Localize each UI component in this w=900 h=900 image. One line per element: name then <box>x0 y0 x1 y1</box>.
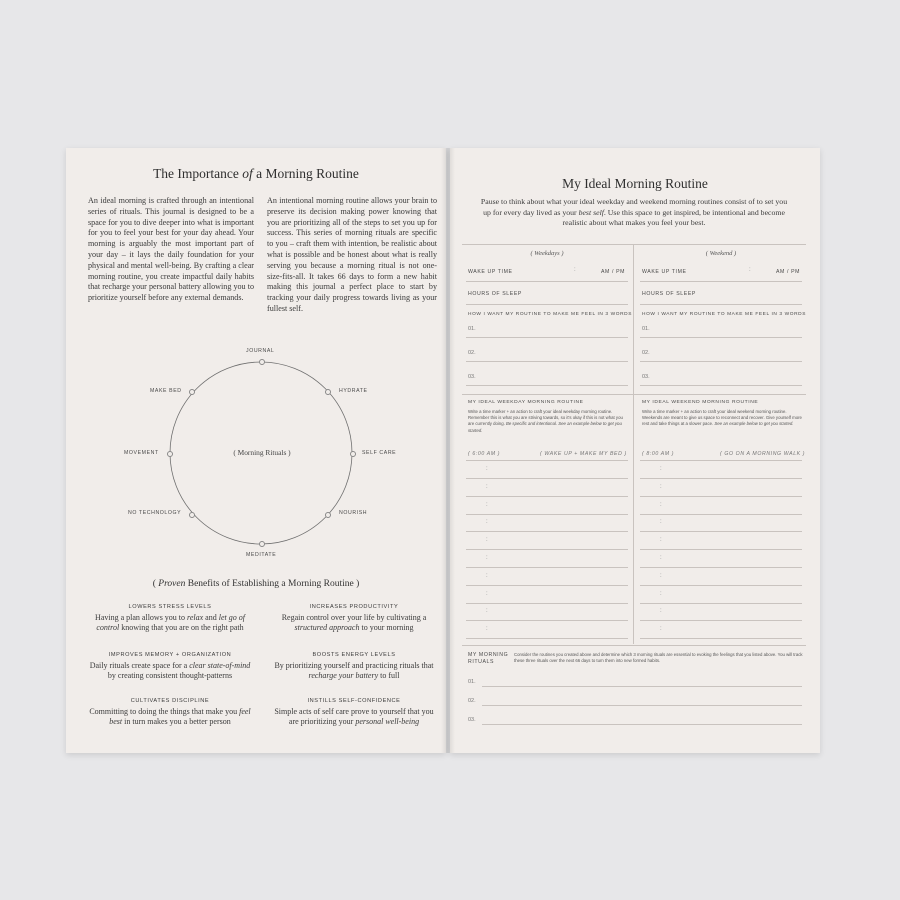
right-intro: Pause to think about what your ideal weekday and weekend morning routines consist of to set you up for every day lived as your best self. Use this space to get inspired, be intentional and become realistic about what makes you feel your best. <box>480 197 788 228</box>
weekend-feel-03-input[interactable] <box>640 385 802 386</box>
weekday-feel-01: 01. <box>468 326 476 332</box>
node-hydrate <box>325 389 331 395</box>
label-self-care: SELF CARE <box>362 450 397 456</box>
label-hydrate: HYDRATE <box>339 388 368 394</box>
weekend-routine-row-input[interactable] <box>640 549 802 550</box>
weekend-routine-row-input[interactable] <box>640 638 802 639</box>
weekday-routine-time-colon: : <box>486 626 488 633</box>
benefit-stress: LOWERS STRESS LEVELS Having a plan allows you to relax and let go of control knowing that you are on the right path <box>95 604 245 633</box>
weekday-routine-title: MY IDEAL WEEKDAY MORNING ROUTINE <box>468 400 584 405</box>
weekday-example-line <box>466 460 628 461</box>
node-journal <box>259 359 265 365</box>
divider-top <box>462 244 806 245</box>
weekday-routine-row-input[interactable] <box>466 478 628 479</box>
benefit-productivity: INCREASES PRODUCTIVITY Regain control over your life by cultivating a structured approach to your morning <box>281 604 427 633</box>
benefit-energy: BOOSTS ENERGY LEVELS By prioritizing yourself and practicing rituals that recharge your battery to full <box>274 652 434 681</box>
weekday-am-pm: AM / PM <box>601 269 626 275</box>
right-page-title: My Ideal Morning Routine <box>562 176 708 191</box>
weekday-routine-row-input[interactable] <box>466 585 628 586</box>
weekend-label: ( Weekend ) <box>705 250 737 257</box>
weekend-routine-row-input[interactable] <box>640 585 802 586</box>
ritual-01-input[interactable] <box>482 686 802 687</box>
weekend-example-action: ( GO ON A MORNING WALK ) <box>720 451 806 457</box>
weekday-wake-up-label: WAKE UP TIME <box>468 269 513 275</box>
ritual-01: 01. <box>468 679 476 685</box>
weekend-routine-time-colon: : <box>660 626 662 633</box>
weekday-routine-time-colon: : <box>486 590 488 597</box>
weekday-time-colon: : <box>574 267 576 273</box>
weekday-routine-time-colon: : <box>486 519 488 526</box>
weekend-am-pm: AM / PM <box>776 269 801 275</box>
weekday-feel-03-input[interactable] <box>466 385 628 386</box>
weekday-example-time: ( 6:00 AM ) <box>468 451 501 457</box>
weekday-feel-03: 03. <box>468 374 476 380</box>
weekend-feel-02-input[interactable] <box>640 361 802 362</box>
rituals-desc: Consider the routines you created above and determine which 3 morning rituals are essential to evoking the feelings that you listed above. You will track these three rituals over the next 66 days to turn them into new formed habits. <box>514 652 803 664</box>
weekend-routine-row-input[interactable] <box>640 620 802 621</box>
benefit-memory: IMPROVES MEMORY + ORGANIZATION Daily rituals create space for a clear state-of-mind by creating consistent thought-patterns <box>89 652 251 681</box>
divider-mid <box>462 394 806 395</box>
weekday-routine-time-colon: : <box>486 555 488 561</box>
weekend-routine-time-colon: : <box>660 483 662 490</box>
ritual-02: 02. <box>468 698 476 704</box>
weekday-routine-desc: Write a time marker + an action to craft your ideal weekday morning routine. Remember this is what you are striving towards, so it's okay if this is not what you are currently doing. Be specific and intentional. See an example below to get you started. <box>468 409 623 433</box>
node-no-technology <box>189 512 195 518</box>
weekday-routine-row-input[interactable] <box>466 549 628 550</box>
weekend-routine-time-colon: : <box>660 519 662 526</box>
weekend-example-time: ( 8:00 AM ) <box>642 451 675 457</box>
weekday-example-action: ( WAKE UP + MAKE MY BED ) <box>540 451 627 457</box>
ritual-03-input[interactable] <box>482 724 802 725</box>
weekday-feel-01-input[interactable] <box>466 337 628 338</box>
weekday-sleep-input[interactable] <box>466 304 628 305</box>
weekend-routine-row-input[interactable] <box>640 496 802 497</box>
weekend-sleep-label: HOURS OF SLEEP <box>642 291 696 297</box>
ritual-02-input[interactable] <box>482 705 802 706</box>
weekend-routine-time-colon: : <box>660 466 662 472</box>
label-movement: MOVEMENT <box>124 450 159 456</box>
node-self-care <box>350 451 356 457</box>
label-no-technology: NO TECHNOLOGY <box>128 510 182 516</box>
weekend-routine-row-input[interactable] <box>640 478 802 479</box>
weekend-routine-time-colon: : <box>660 590 662 597</box>
rituals-title-line1: MY MORNING <box>468 652 509 658</box>
weekend-routine-row-input[interactable] <box>640 567 802 568</box>
weekday-routine-row-input[interactable] <box>466 496 628 497</box>
weekend-routine-time-colon: : <box>660 501 662 508</box>
ritual-03: 03. <box>468 717 476 723</box>
weekend-routine-row-input[interactable] <box>640 531 802 532</box>
weekday-routine-time-colon: : <box>486 483 488 490</box>
weekday-routine-row-input[interactable] <box>466 603 628 604</box>
benefit-discipline: CULTIVATES DISCIPLINE Committing to doing the things that make you feel best in turn makes you a better person <box>89 698 251 727</box>
node-nourish <box>325 512 331 518</box>
weekday-feel-02-input[interactable] <box>466 361 628 362</box>
weekend-routine-time-colon: : <box>660 555 662 561</box>
left-page-title: The Importance of a Morning Routine <box>153 166 359 181</box>
weekend-wake-up-input[interactable] <box>640 281 802 282</box>
weekend-feel-03: 03. <box>642 374 650 380</box>
node-movement <box>167 451 173 457</box>
weekday-routine-time-colon: : <box>486 501 488 508</box>
divider-bottom <box>462 645 806 646</box>
weekend-routine-row-input[interactable] <box>640 514 802 515</box>
weekend-feel-01-input[interactable] <box>640 337 802 338</box>
node-meditate <box>259 541 265 547</box>
label-meditate: MEDITATE <box>246 552 277 558</box>
weekday-feel-02: 02. <box>468 350 476 356</box>
intro-column-2: An intentional morning routine allows your brain to preserve its decision making power knowing that you are prioritizing all of the steps to set you up for success. This series of morning rituals are specific to you – craft them with intention, be realistic about what is possible and be honest about what is really serving you because a morning ritual is not one-size-fits-all. It takes 66 days to form a new habit making this journal a perfect place to start by tracking your daily progress towards living as your fullest self. <box>267 196 437 313</box>
column-divider <box>633 244 634 644</box>
intro-column-1: An ideal morning is crafted through an intentional series of rituals. This journal is designed to be a space for you to dive deeper into what is important for you to feel your best for your day ahead. Your morning is arguably the most important part of your day – it lays the daily foundation for your physical and mental well-being. By crafting a clear morning routine, you create impactful daily habits that recharge your personal battery allowing you to prioritize yourself before any external demands. <box>88 196 254 303</box>
weekday-routine-time-colon: : <box>486 608 488 615</box>
weekdays-label: ( Weekdays ) <box>530 250 564 257</box>
weekend-example-line <box>640 460 802 461</box>
weekend-routine-row-input[interactable] <box>640 603 802 604</box>
weekend-routine-title: MY IDEAL WEEKEND MORNING ROUTINE <box>642 400 759 405</box>
weekday-sleep-label: HOURS OF SLEEP <box>468 291 522 297</box>
weekend-sleep-input[interactable] <box>640 304 802 305</box>
weekday-routine-row-input[interactable] <box>466 620 628 621</box>
weekday-routine-time-colon: : <box>486 537 488 544</box>
label-make-bed: MAKE BED <box>150 388 182 394</box>
weekend-routine-time-colon: : <box>660 537 662 544</box>
benefit-confidence: INSTILLS SELF-CONFIDENCE Simple acts of self care prove to yourself that you are prioritizing your personal well-being <box>274 698 434 727</box>
weekday-wake-up-input[interactable] <box>466 281 628 282</box>
weekend-time-colon: : <box>749 267 751 273</box>
weekday-routine-row-input[interactable] <box>466 514 628 515</box>
weekday-routine-time-colon: : <box>486 572 488 579</box>
rituals-title-line2: RITUALS <box>468 659 495 665</box>
benefits-title: ( Proven Benefits of Establishing a Morning Routine ) <box>152 579 360 589</box>
label-nourish: NOURISH <box>339 510 368 516</box>
weekend-feel-02: 02. <box>642 350 650 356</box>
weekend-feel-label: HOW I WANT MY ROUTINE TO MAKE ME FEEL IN 3 WORDS <box>642 312 807 317</box>
weekday-routine-row-input[interactable] <box>466 638 628 639</box>
weekday-routine-row-input[interactable] <box>466 567 628 568</box>
label-journal: JOURNAL <box>246 348 275 354</box>
weekend-routine-time-colon: : <box>660 572 662 579</box>
weekend-wake-up-label: WAKE UP TIME <box>642 269 687 275</box>
weekend-feel-01: 01. <box>642 326 650 332</box>
circle-center-label: ( Morning Rituals ) <box>233 448 291 457</box>
weekday-feel-label: HOW I WANT MY ROUTINE TO MAKE ME FEEL IN 3 WORDS <box>468 312 633 317</box>
weekday-routine-row-input[interactable] <box>466 531 628 532</box>
weekday-routine-time-colon: : <box>486 466 488 472</box>
weekend-routine-time-colon: : <box>660 608 662 615</box>
node-make-bed <box>189 389 195 395</box>
weekend-routine-desc: Write a time marker + an action to craft your ideal weekend morning routine. Weekends are meant to give us space to reconnect and recover. Give yourself more rest and take things at a slower pace. See an example below to get you started. <box>642 409 802 427</box>
